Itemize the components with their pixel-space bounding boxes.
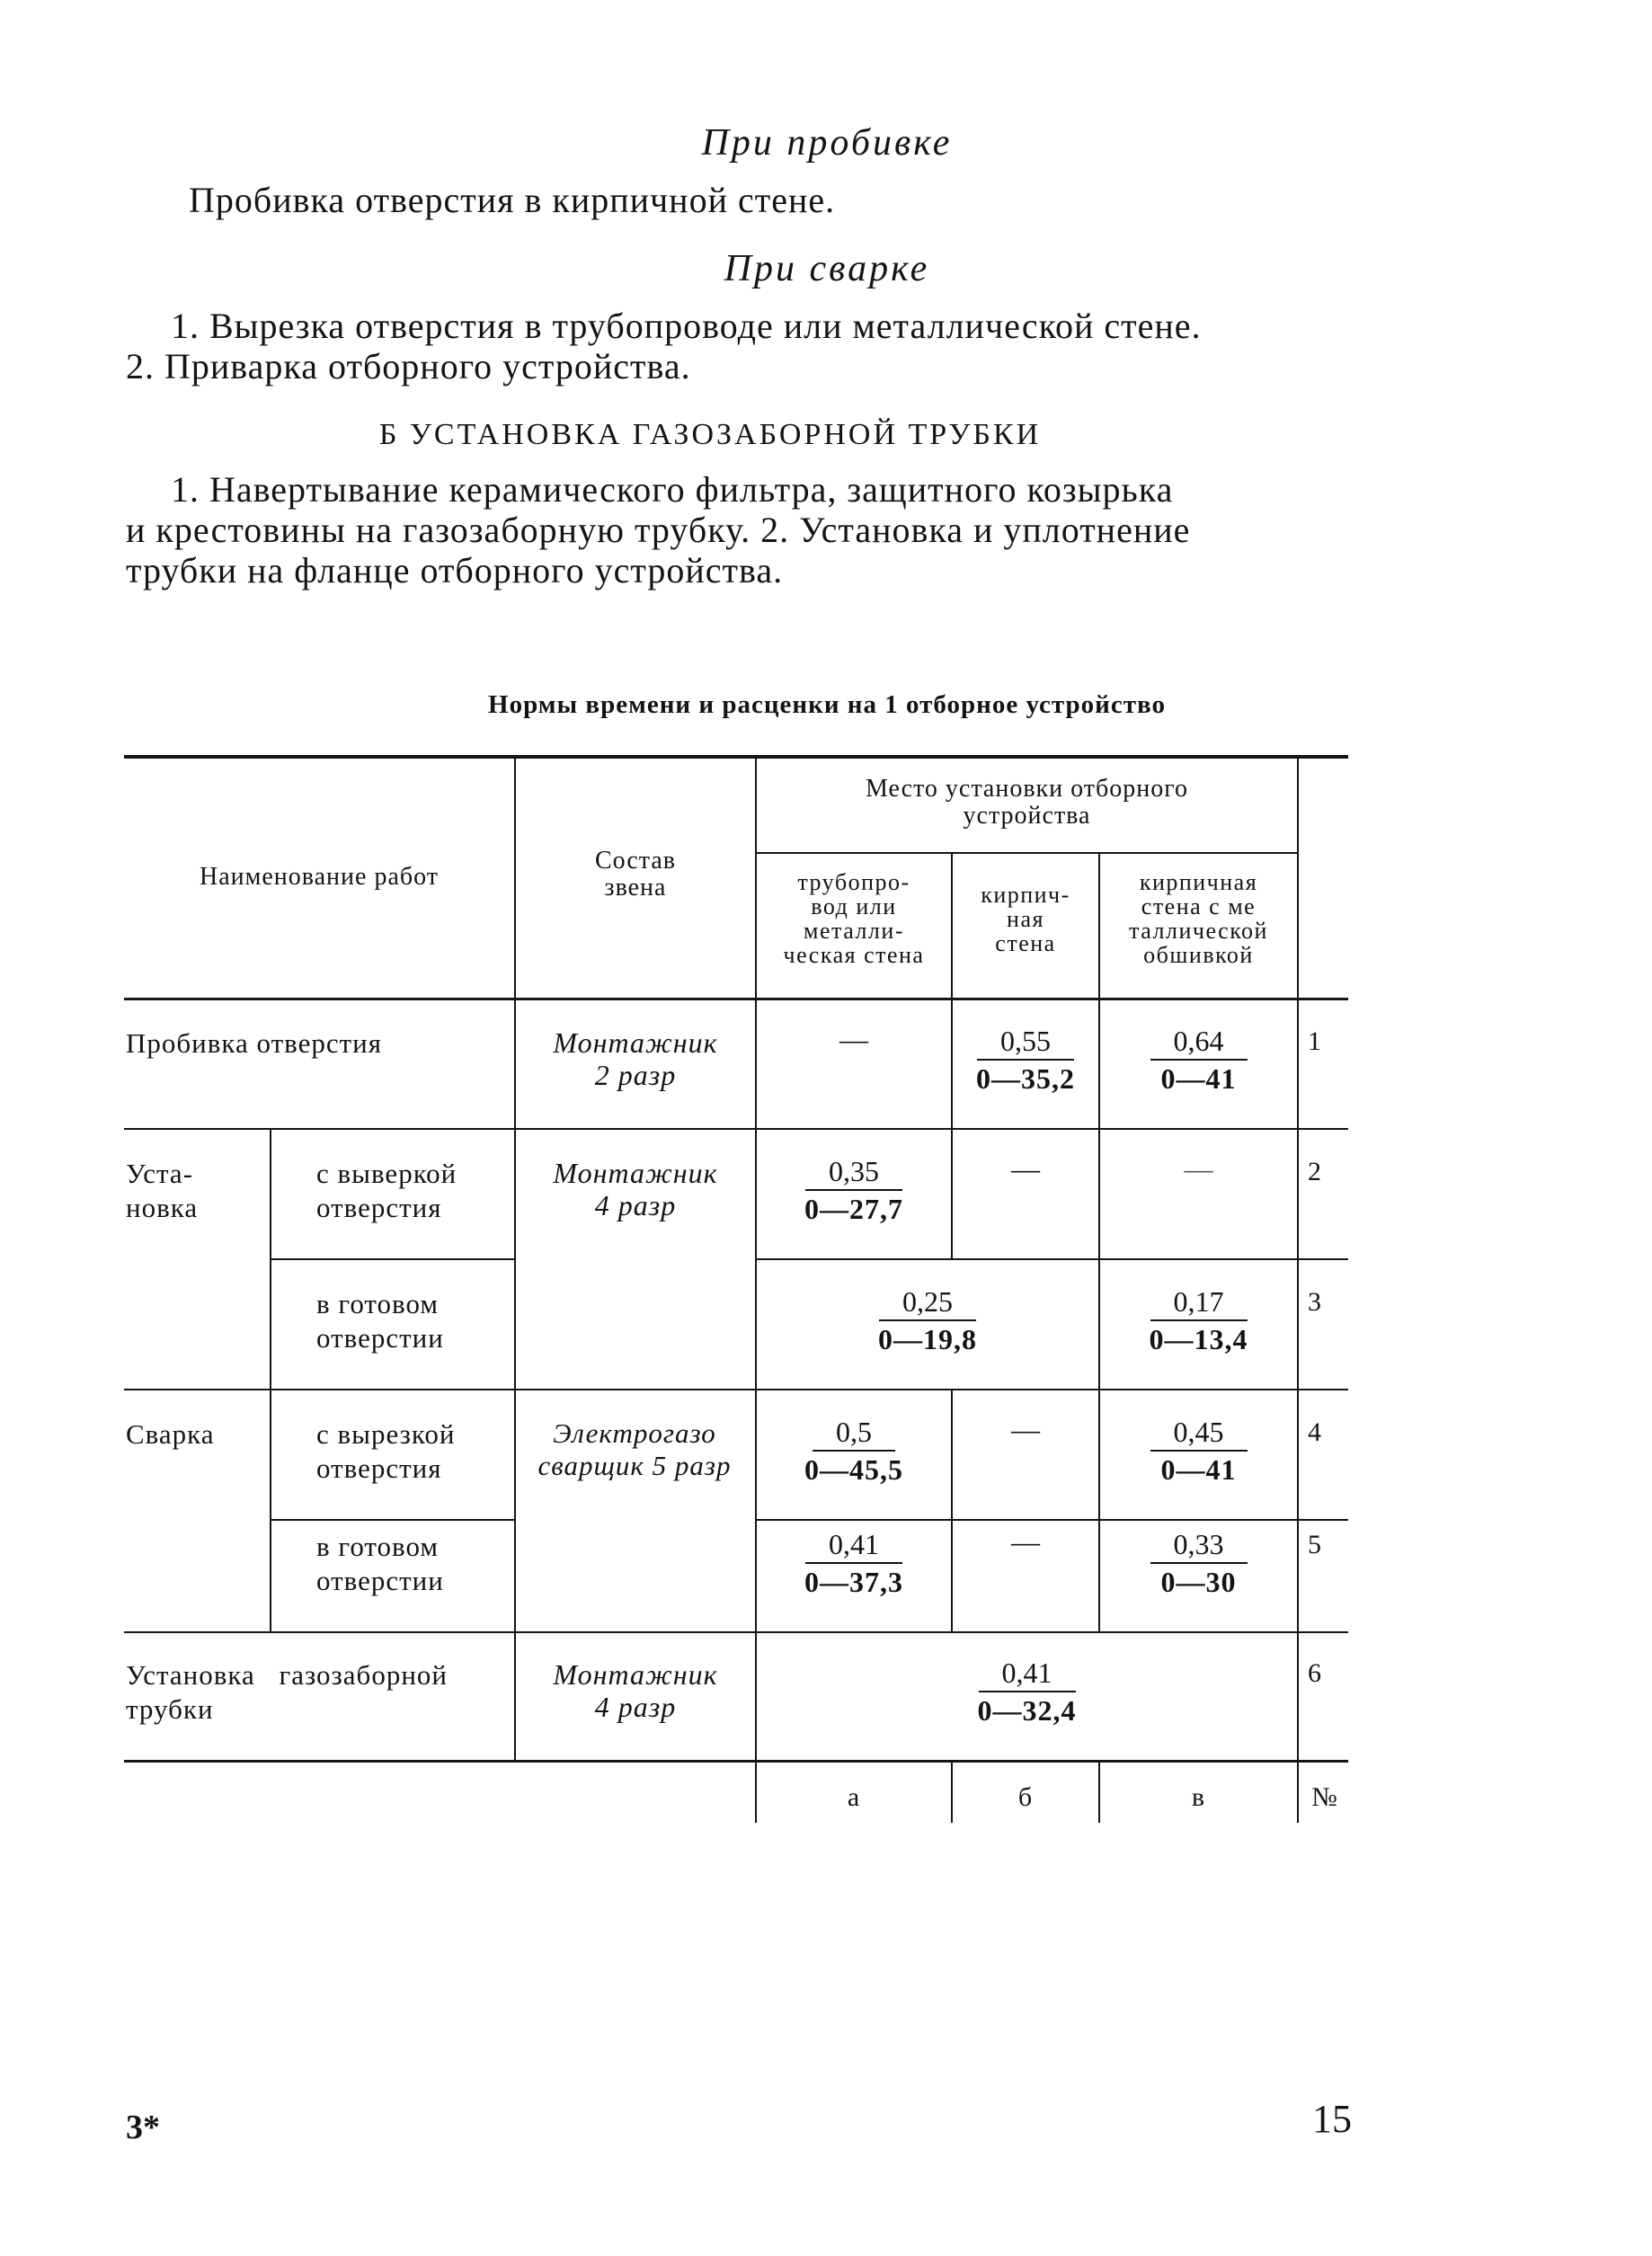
vline-crew-left xyxy=(514,757,516,1760)
row3-number: 3 xyxy=(1308,1287,1321,1317)
header-col-b-line: ная xyxy=(1007,906,1044,932)
row5-name-line: отверстии xyxy=(316,1565,444,1596)
row1-b-value xyxy=(953,1025,1098,1097)
row4-group: Сварка xyxy=(126,1418,215,1450)
row4-name xyxy=(316,1417,455,1486)
header-col-b-line: стена xyxy=(995,930,1056,956)
row4-a-price: 0—45,5 xyxy=(804,1453,903,1486)
row6-crew xyxy=(516,1658,755,1723)
heading-welding: При сварке xyxy=(724,248,930,289)
header-col-c-line: обшивкой xyxy=(1143,942,1254,968)
footer-col-a: а xyxy=(847,1782,861,1812)
rule-row3-bottom xyxy=(124,1389,1348,1390)
row1-crew-line: Монтажник xyxy=(553,1026,718,1059)
row6-crew-line: 4 разр xyxy=(594,1691,677,1723)
section-b-line-1: 1. Навертывание керамического фильтра, защитного козырька xyxy=(171,469,1174,510)
header-col-c-line: кирпичная xyxy=(1139,869,1258,895)
row2-crew xyxy=(516,1157,755,1221)
rule-row4-bottom-data xyxy=(755,1519,1348,1521)
header-place-line: устройства xyxy=(963,802,1091,830)
row3-ab-value xyxy=(757,1285,1098,1357)
vline-b-left-row2 xyxy=(951,1128,953,1258)
row6-abc-value xyxy=(757,1656,1297,1728)
header-col-c xyxy=(1100,870,1297,967)
rule-row5-bottom xyxy=(124,1631,1348,1633)
footer-col-c: в xyxy=(1191,1782,1206,1812)
header-crew-line: Состав xyxy=(594,847,677,875)
row4-crew xyxy=(511,1417,759,1482)
row2-a-price: 0—27,7 xyxy=(804,1193,903,1225)
row6-number: 6 xyxy=(1308,1658,1321,1688)
section-b-line-3: трубки на фланце отборного устройства. xyxy=(126,550,784,591)
header-col-a-line: вод или xyxy=(811,893,897,919)
vline-no-left xyxy=(1297,757,1299,1823)
row2-name-line: отверстия xyxy=(316,1192,442,1223)
row5-c-price: 0—30 xyxy=(1160,1566,1237,1598)
row1-b-time: 0,55 xyxy=(977,1025,1074,1061)
header-col-b-line: кирпич- xyxy=(981,882,1070,908)
row4-crew-line: сварщик 5 разр xyxy=(537,1450,732,1481)
header-work-name: Наименование работ xyxy=(200,863,439,891)
row4-c-price: 0—41 xyxy=(1160,1453,1237,1486)
header-crew xyxy=(516,848,755,902)
header-place xyxy=(757,776,1297,830)
row5-a-value xyxy=(757,1528,951,1600)
row4-c-time: 0,45 xyxy=(1150,1416,1248,1452)
row1-crew xyxy=(516,1026,755,1091)
row6-abc-price: 0—32,4 xyxy=(977,1694,1077,1727)
row5-name-line: в готовом xyxy=(316,1531,440,1562)
row3-c-price: 0—13,4 xyxy=(1149,1323,1248,1355)
row5-number: 5 xyxy=(1308,1530,1321,1559)
row3-name xyxy=(316,1287,444,1355)
footer-col-no: № xyxy=(1311,1782,1338,1812)
table-top-rule xyxy=(124,755,1348,759)
row5-b-dash: — xyxy=(1011,1525,1040,1558)
signature-mark: 3* xyxy=(126,2109,160,2146)
row1-number: 1 xyxy=(1308,1026,1321,1056)
row5-c-time: 0,33 xyxy=(1150,1528,1248,1564)
row2-b-dash: — xyxy=(1011,1152,1040,1185)
row5-a-price: 0—37,3 xyxy=(804,1566,903,1598)
row2-group-line: новка xyxy=(126,1192,199,1223)
header-col-c-line: таллической xyxy=(1129,918,1268,944)
rule-row2-bottom-data xyxy=(755,1258,1348,1260)
row3-ab-time: 0,25 xyxy=(879,1285,976,1321)
punching-text: Пробивка отверстия в кирпичной стене. xyxy=(189,180,836,220)
welding-text-1: 1. Вырезка отверстия в трубопроводе или металлической стене. xyxy=(171,306,1202,346)
row2-crew-line: Монтажник xyxy=(553,1157,718,1189)
row2-group-line: Уста- xyxy=(126,1158,193,1189)
row5-name xyxy=(316,1530,444,1598)
header-crew-line: звена xyxy=(604,874,667,902)
row4-name-line: с вырезкой xyxy=(316,1418,456,1450)
row4-number: 4 xyxy=(1308,1417,1321,1447)
row1-crew-line: 2 разр xyxy=(594,1059,677,1091)
section-b-title: Б УСТАНОВКА ГАЗОЗАБОРНОЙ ТРУБКИ xyxy=(378,418,1042,451)
header-col-a xyxy=(757,870,951,967)
rule-row2-bottom-name xyxy=(270,1258,514,1260)
rule-row1-bottom xyxy=(124,1128,1348,1130)
row2-name xyxy=(316,1157,457,1225)
heading-punching: При пробивке xyxy=(701,122,953,164)
row1-a-dash: — xyxy=(839,1023,868,1055)
welding-text-2: 2. Приварка отборного устройства. xyxy=(126,346,691,386)
row6-name-line: трубки xyxy=(126,1693,214,1725)
row3-c-value xyxy=(1100,1285,1297,1357)
row2-name-line: с выверкой xyxy=(316,1158,457,1189)
vline-subname-left xyxy=(270,1128,271,1631)
header-col-a-line: металли- xyxy=(804,918,904,944)
row1-c-price: 0—41 xyxy=(1160,1062,1237,1095)
table-title: Нормы времени и расценки на 1 отборное устройство xyxy=(488,690,1166,719)
row5-a-time: 0,41 xyxy=(805,1528,902,1564)
page-number: 15 xyxy=(1312,2097,1352,2141)
row4-a-value xyxy=(757,1416,951,1488)
rule-header-bottom xyxy=(124,998,1348,1000)
row6-name-line: Установка газозаборной xyxy=(126,1659,448,1691)
row6-name xyxy=(126,1658,448,1727)
header-col-b xyxy=(953,883,1098,955)
row4-c-value xyxy=(1100,1416,1297,1488)
row1-c-value xyxy=(1100,1025,1297,1097)
row1-c-time: 0,64 xyxy=(1150,1025,1248,1061)
row5-c-value xyxy=(1100,1528,1297,1600)
row4-b-dash: — xyxy=(1011,1413,1040,1445)
section-b-line-2: и крестовины на газозаборную трубку. 2. Установка и уплотнение xyxy=(126,510,1191,550)
header-place-line: Место установки отборного xyxy=(865,775,1189,803)
rule-place-subheader xyxy=(755,852,1298,854)
row6-crew-line: Монтажник xyxy=(553,1658,718,1691)
row3-name-line: в готовом xyxy=(316,1288,440,1319)
row1-name: Пробивка отверстия xyxy=(126,1027,382,1059)
row4-name-line: отверстия xyxy=(316,1452,442,1484)
footer-col-b: б xyxy=(1017,1782,1034,1812)
row3-ab-price: 0—19,8 xyxy=(878,1323,977,1355)
header-col-c-line: стена с ме xyxy=(1141,893,1257,919)
rule-row4-bottom-name xyxy=(270,1519,514,1521)
row2-number: 2 xyxy=(1308,1157,1321,1186)
row4-a-time: 0,5 xyxy=(813,1416,895,1452)
header-col-a-line: трубопро- xyxy=(797,869,910,895)
row2-group xyxy=(126,1157,198,1225)
rule-table-bottom xyxy=(124,1760,1348,1763)
row3-name-line: отверстии xyxy=(316,1322,444,1354)
header-col-a-line: ческая стена xyxy=(783,942,925,968)
row3-c-time: 0,17 xyxy=(1150,1285,1248,1321)
row2-c-dash: — xyxy=(1184,1152,1213,1185)
row1-b-price: 0—35,2 xyxy=(976,1062,1075,1095)
row2-crew-line: 4 разр xyxy=(594,1189,677,1221)
row2-a-value xyxy=(757,1155,951,1227)
row6-abc-time: 0,41 xyxy=(979,1656,1076,1692)
row2-a-time: 0,35 xyxy=(805,1155,902,1191)
row4-crew-line: Электрогазо xyxy=(553,1417,716,1449)
